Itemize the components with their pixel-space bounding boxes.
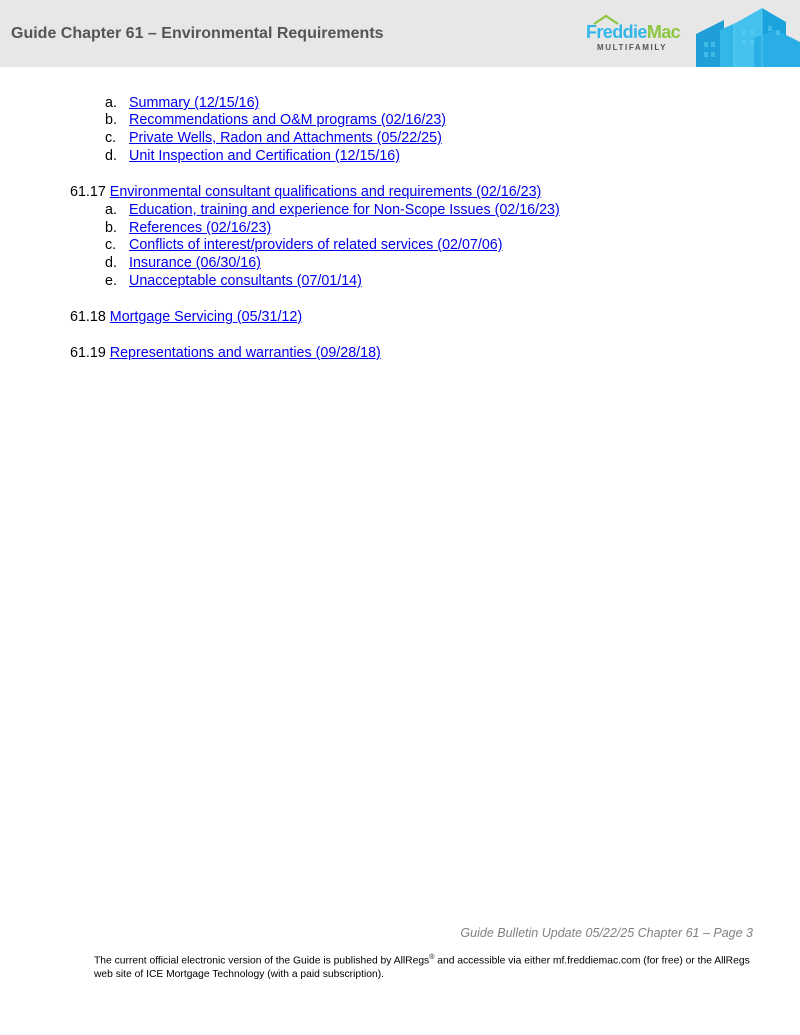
toc-link-representations-warranties[interactable]: Representations and warranties (09/28/18) — [109, 345, 381, 361]
toc-link-unacceptable-consultants[interactable]: Unacceptable consultants (07/01/14) — [129, 273, 362, 289]
toc-section-61-19 — [70, 344, 381, 362]
freddie-mac-logo — [586, 14, 686, 56]
page-title: Guide Chapter 61 – Environmental Requirements — [11, 25, 384, 42]
logo-subtitle: MULTIFAMILY — [597, 43, 668, 52]
toc-link-summary[interactable]: Summary (12/15/16) — [129, 95, 260, 111]
item-letter: a. — [105, 95, 117, 111]
item-letter: c. — [105, 237, 117, 253]
section-number: 61.18 — [70, 309, 106, 325]
toc-link-insurance[interactable]: Insurance (06/30/16) — [129, 255, 261, 271]
toc-link-mortgage-servicing[interactable]: Mortgage Servicing (05/31/12) — [109, 309, 303, 325]
toc-link-private-wells[interactable]: Private Wells, Radon and Attachments (05/22/25) — [129, 130, 442, 146]
item-letter: d. — [105, 148, 117, 164]
toc-section-61-17 — [70, 183, 541, 201]
item-letter: b. — [105, 112, 117, 128]
section-number: 61.19 — [70, 345, 106, 361]
item-letter: b. — [105, 220, 117, 236]
item-letter: d. — [105, 255, 117, 271]
toc-link-consultant-qualifications[interactable]: Environmental consultant qualifications and requirements (02/16/23) — [109, 184, 542, 200]
item-letter: c. — [105, 130, 117, 146]
footer-disclaimer: The current official electronic version of the Guide is published by AllRegs® and accessible via either mf.freddiemac.com (for free) or the AllRegs web site of ICE Mortgage Technology (with a paid subscription). — [94, 954, 750, 980]
bulletin-page-footer: Guide Bulletin Update 05/22/25 Chapter 61 – Page 3 — [460, 926, 753, 940]
page-header — [0, 0, 800, 67]
item-letter: e. — [105, 273, 117, 289]
logo-wordmark: FreddieMac — [586, 22, 681, 42]
buildings-graphic-icon — [696, 8, 800, 67]
toc-link-recommendations[interactable]: Recommendations and O&M programs (02/16/23) — [129, 112, 447, 128]
toc-section-61-18 — [70, 308, 302, 326]
item-letter: a. — [105, 202, 117, 218]
toc-link-unit-inspection[interactable]: Unit Inspection and Certification (12/15/16) — [129, 148, 400, 164]
section-number: 61.17 — [70, 184, 106, 200]
toc-link-conflicts-of-interest[interactable]: Conflicts of interest/providers of related services (02/07/06) — [129, 237, 503, 253]
toc-link-references[interactable]: References (02/16/23) — [129, 220, 272, 236]
toc-link-education-training[interactable]: Education, training and experience for Non-Scope Issues (02/16/23) — [129, 202, 560, 218]
